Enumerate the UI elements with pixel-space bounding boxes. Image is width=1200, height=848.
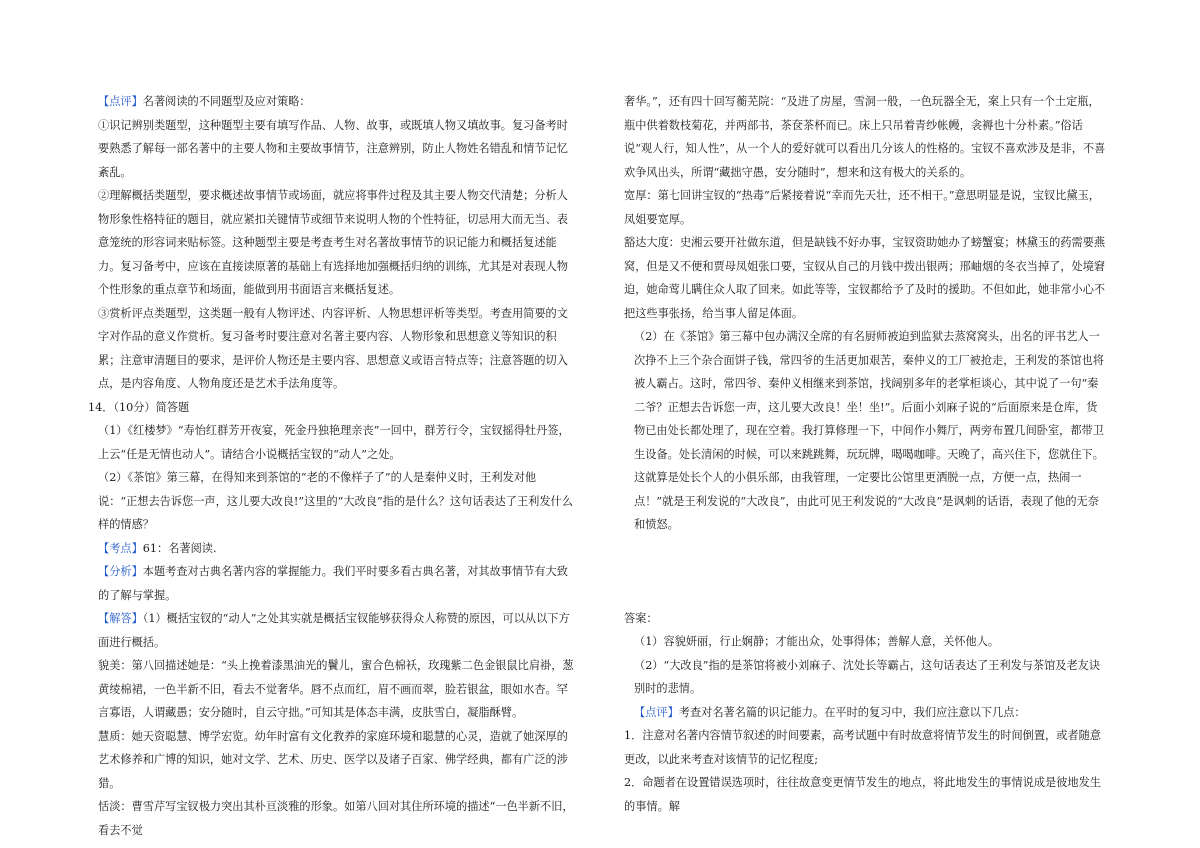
dianping-paragraph: [88, 90, 574, 114]
strategy-1: ①识记辨别类题型，这种题型主要有填写作品、人物、故事，或既填人物又填故事。复习备考时要熟悉了解每一部名著中的主要人物和主要故事情节，注意辨别，防止人物姓名错乱和情节记忆紊乱。: [98, 118, 568, 179]
answer-1: （1）容貌妍丽，行止娴静；才能出众，处事得体；善解人意，关怀他人。: [634, 635, 1000, 648]
jieda-paragraph: [88, 607, 574, 654]
note-1: 1．注意对名著内容情节叙述的时间要素，高考试题中有时故意将情节发生的时间倒置，或者随意更改，以此来考查对该情节的记忆程度;: [624, 729, 1101, 766]
kaodian-text: 61：名著阅读.: [142, 541, 217, 555]
answer-2: （2）“大改良”指的是茶馆将被小刘麻子、沈处长等霸占，这句话表达了王利发与茶馆及老友诀别时的悲情。: [634, 658, 1101, 695]
note-2: 2．命题者在设置错误选项时，往往故意变更情节发生的地点，将此地发生的事情说成是彼地发生的事情。解: [624, 776, 1101, 813]
tiandan-paragraph: 恬淡：曹雪芹写宝钗极力突出其朴亘淡雅的形象。如第八回对其住所环境的描述“一色半新不旧，看去不觉: [98, 800, 574, 837]
daliang-paragraph: 豁达大度：史湘云要开社做东道，但是缺钱不好办事，宝钗资助她办了螃蟹宴；林黛玉的药需要燕窝，但是又不便和贾母凤姐张口要，宝钗从自己的月钱中拨出银两；邢岫烟的冬衣当掉了，处境窘迫，她命莺儿瞒住众人取了回来。如此等等，宝钗都给予了及时的援助。不但如此，她非常小心不把这些事张扬，给当事人留足体面。: [624, 236, 1106, 320]
dianping-text-right: 考查对名著名篇的识记能力。在平时的复习中，我们应注意以下几点：: [678, 705, 1026, 719]
kaodian-tag: 【考点】: [98, 541, 143, 555]
kuanhou-paragraph: 宽厚：第七回讲宝钗的“热毒”后紧接着说“幸而先天壮，还不相干。”意思明显是说，宝钗比黛玉，凤姐要宽厚。: [624, 189, 1100, 226]
jieda-tag: 【解答】: [98, 612, 143, 625]
question-14-part-2: （2）《茶馆》第三幕，在得知来到茶馆的“老的不像样子了”的人是秦仲义时，王利发对他说：“正想去告诉您一声，这儿要大改良!”这里的“大改良”指的是什么？这句话表达了王利发什么样的情感？: [98, 471, 573, 531]
jieda-text: （1）概括宝钗的“动人”之处其实就是概括宝钗能够获得众人称赞的原因，可以从以下方面进行概括。: [98, 612, 570, 649]
answer-label: 答案：: [624, 611, 658, 625]
dianping-text: 名著阅读的不同题型及应对策略：: [142, 95, 311, 108]
question-14-title: 14．（10分）简答题: [88, 400, 190, 414]
left-column: [88, 90, 574, 842]
strategy-3: ③赏析评点类题型，这类题一般有人物评述、内容评析、人物思想评析等类型。考查用简要的文字对作品的意义作赏析。复习备考时要注意对名著主要内容、人物形象和思想意义等知识的积累；注意审清题目的要求，是评价人物还是主要内容、思想意义或语言特点等；注意答题的切入点，是内容角度、人物角度还是艺术手法角度等。: [98, 306, 568, 390]
chaguan-paragraph: （2）在《茶馆》第三幕中包办满汉全席的有名厨师被迫到监狱去蒸窝窝头，出名的评书艺人一次挣不上三个杂合面饼子钱，常四爷的生活更加艰苦，秦仲义的工厂被抢走，王利发的茶馆也将被人霸占。这时，常四爷、秦仲义相继来到茶馆，找阔别多年的老掌柜谈心，其中说了一句“秦二爷？正想去告诉您一声，这儿要大改良！坐！坐!”。后面小刘麻子说的“后面原来是仓库，货物已由处长都处理了，现在空着。我打算修理一下，中间作小舞厅，两旁布置几间卧室，都带卫生设备。处长清闲的时候，可以来跳跳舞，玩玩牌，喝喝咖啡。天晚了，高兴住下，您就住下。这就算是处长个人的小俱乐部，由我管理，一定要比公馆里更洒脱一点，方便一点，热闹一点！”就是王利发说的“大改良”，由此可见王利发说的“大改良”是讽刺的话语，表现了他的无奈和愤怒。: [634, 330, 1104, 531]
question-14-part-1: （1）《红楼梦》“寿怡红群芳开夜宴，死金丹独艳理亲丧”一回中，群芳行令，宝钗摇得牡丹签，上云“任是无情也动人”。请结合小说概括宝钗的“动人”之处。: [98, 424, 570, 461]
fenxi-tag: 【分析】: [98, 565, 143, 578]
fenxi-paragraph: [88, 560, 574, 607]
huizhi-paragraph: 慧质：她天资聪慧、博学宏览。幼年时富有文化教养的家庭环境和聪慧的心灵，造就了她深厚的艺术修养和广博的知识，她对文学、艺术、历史、医学以及诸子百家、佛学经典，都有广泛的涉猎。: [98, 729, 568, 790]
spacer: [624, 537, 1108, 607]
right-column: [624, 90, 1108, 818]
dianping-tag: 【点评】: [98, 95, 143, 108]
tiandan-continued: 奢华。”，还有四十回写蘅芜院：“及进了房屋，雪洞一般，一色玩器全无，案上只有一个土定瓶，瓶中供着数枝菊花，并两部书，茶奁茶杯而已。床上只吊着青纱帐幔，衾褥也十分朴素。”俗话说“观人行，知人性”，从一个人的爱好就可以看出几分该人的性格的。宝钗不喜欢涉及是非，不喜欢争风出头，所谓“藏拙守愚，安分随时”，想来和这有极大的关系的。: [624, 95, 1106, 179]
strategy-2: ②理解概括类题型，要求概述故事情节或场面，就应将事件过程及其主要人物交代清楚；分析人物形象性格特征的题目，就应紧扣关键情节或细节来说明人物的个性特征，切忌用大而无当、表意笼统的形容词来贴标签。这种题型主要是考查考生对名著故事情节的识记能力和概括复述能力。复习备考中，应该在直接读原著的基础上有选择地加强概括归纳的训练，尤其是对表现人物个性形象的重点章节和场面，能做到用书面语言来概括复述。: [98, 189, 568, 296]
dianping-paragraph-right: [624, 701, 1108, 725]
dianping-tag-right: 【点评】: [634, 705, 679, 719]
kaodian-paragraph: [88, 537, 574, 561]
fenxi-text: 本题考查对古典名著内容的掌握能力。我们平时要多看古典名著，对其故事情节有大致的了解与掌握。: [98, 565, 568, 602]
maomei-paragraph: 貌美：第八回描述她是：“头上挽着漆黑油光的鬢儿，蜜合色棉袄，玫瑰紫二色金银鼠比肩褂，葱黄绫棉裙，一色半新不旧，看去不觉奢华。唇不点而红，眉不画而翠，脸若银盆，眼如水杏。罕言寡语，人谓藏愚；安分随时，自云守拙。”可知其是体态丰满，皮肤雪白，凝脂酥臂。: [98, 659, 574, 719]
